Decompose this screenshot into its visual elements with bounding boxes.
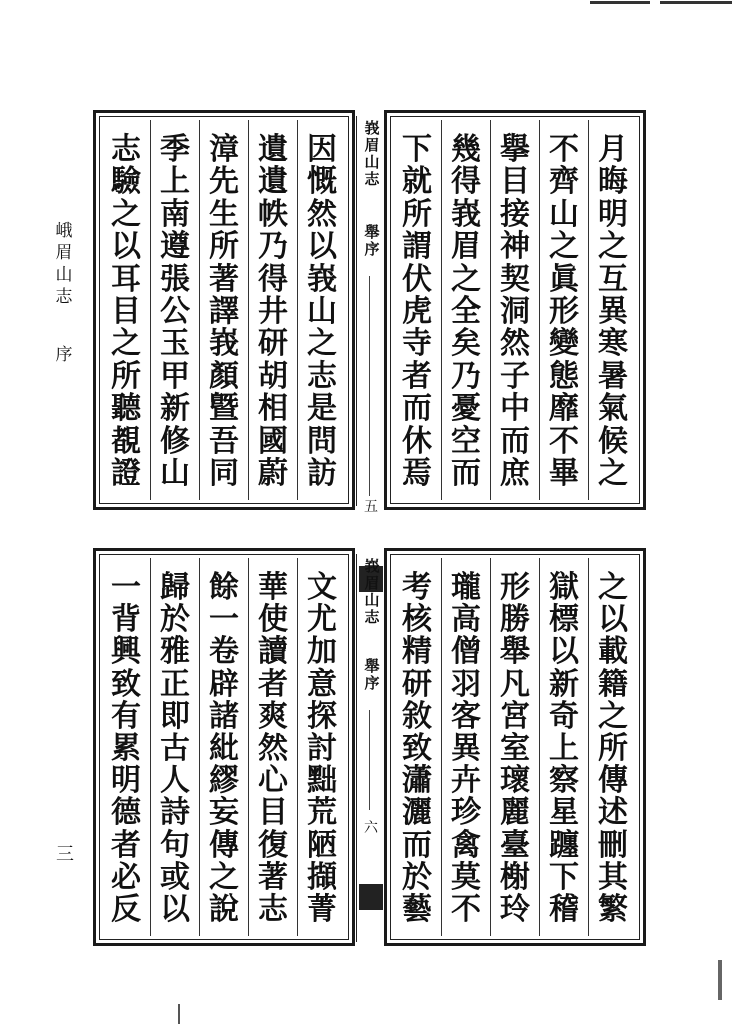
text-glyph: 慨 bbox=[307, 164, 337, 200]
text-glyph: 躔 bbox=[549, 827, 579, 863]
text-column bbox=[393, 120, 441, 500]
text-column bbox=[150, 120, 199, 500]
text-glyph: 高 bbox=[451, 602, 481, 638]
text-glyph: 氣 bbox=[598, 391, 628, 427]
text-glyph: 畢 bbox=[549, 455, 579, 491]
text-glyph: 新 bbox=[549, 666, 579, 702]
text-glyph: 虎 bbox=[402, 293, 432, 329]
text-glyph: 之 bbox=[598, 229, 628, 265]
text-glyph: 寺 bbox=[402, 326, 432, 362]
text-glyph: 修 bbox=[160, 423, 190, 459]
text-glyph: 華 bbox=[258, 570, 288, 605]
text-columns bbox=[393, 558, 637, 936]
heart-folio: 六 bbox=[364, 820, 378, 836]
text-glyph: 胡 bbox=[258, 358, 288, 394]
text-glyph: 玉 bbox=[160, 326, 190, 362]
text-glyph: 即 bbox=[160, 698, 190, 734]
text-glyph: 焉 bbox=[402, 455, 432, 491]
text-glyph: 訪 bbox=[307, 455, 337, 491]
text-glyph: 下 bbox=[402, 132, 432, 167]
text-glyph: 精 bbox=[402, 634, 432, 670]
text-glyph: 繆 bbox=[209, 763, 239, 799]
text-glyph: 然 bbox=[307, 196, 337, 232]
text-glyph: 遺 bbox=[258, 132, 288, 167]
text-glyph: 而 bbox=[500, 423, 530, 459]
heart-title-char: 峩 bbox=[364, 119, 380, 137]
text-glyph: 之 bbox=[307, 326, 337, 362]
text-glyph: 目 bbox=[111, 293, 141, 329]
heart-rule bbox=[369, 276, 370, 496]
text-glyph: 雅 bbox=[160, 634, 190, 670]
margin-title-char: 峨 bbox=[55, 221, 73, 241]
heart-title-char: 峩 bbox=[364, 557, 380, 575]
text-glyph: 幾 bbox=[451, 132, 481, 167]
text-glyph: 一 bbox=[111, 570, 141, 605]
text-glyph: 異 bbox=[451, 730, 481, 766]
text-glyph: 目 bbox=[258, 795, 288, 831]
text-column bbox=[199, 558, 248, 936]
text-glyph: 新 bbox=[160, 391, 190, 427]
text-glyph: 生 bbox=[209, 196, 239, 232]
text-glyph: 以 bbox=[549, 634, 579, 670]
margin-page-number: 三 bbox=[56, 844, 74, 865]
text-glyph: 歸 bbox=[160, 570, 190, 605]
text-glyph: 乃 bbox=[451, 358, 481, 394]
heart-rule bbox=[369, 710, 370, 810]
margin-section-char: 序 bbox=[55, 345, 73, 365]
text-column bbox=[441, 558, 490, 936]
text-glyph: 就 bbox=[402, 164, 432, 200]
heart-folio: 五 bbox=[364, 499, 378, 515]
text-glyph: 繁 bbox=[598, 891, 628, 927]
text-glyph: 候 bbox=[598, 423, 628, 459]
text-glyph: 之 bbox=[111, 196, 141, 232]
text-glyph: 漳 bbox=[209, 132, 239, 167]
text-glyph: 籍 bbox=[598, 666, 628, 702]
text-glyph: 考 bbox=[402, 570, 432, 605]
heart-title-char: 志 bbox=[364, 608, 380, 626]
text-glyph: 明 bbox=[111, 763, 141, 799]
text-glyph: 正 bbox=[160, 666, 190, 702]
text-glyph: 變 bbox=[549, 326, 579, 362]
text-glyph: 心 bbox=[258, 763, 288, 799]
text-glyph: 所 bbox=[111, 358, 141, 394]
text-glyph: 瓌 bbox=[500, 763, 530, 799]
text-glyph: 者 bbox=[258, 666, 288, 702]
text-glyph: 羽 bbox=[451, 666, 481, 702]
text-glyph: 相 bbox=[258, 391, 288, 427]
text-glyph: 妄 bbox=[209, 795, 239, 831]
text-column bbox=[297, 558, 346, 936]
text-glyph: 黜 bbox=[307, 763, 337, 799]
text-column bbox=[199, 120, 248, 500]
text-glyph: 反 bbox=[111, 891, 141, 927]
text-glyph: 辟 bbox=[209, 666, 239, 702]
text-glyph: 背 bbox=[111, 602, 141, 638]
text-glyph: 上 bbox=[549, 730, 579, 766]
text-glyph: 舉 bbox=[500, 634, 530, 670]
text-glyph: 菁 bbox=[307, 891, 337, 927]
text-glyph: 峩 bbox=[307, 261, 337, 297]
text-glyph: 擷 bbox=[307, 859, 337, 895]
text-column bbox=[539, 120, 588, 500]
text-glyph: 稽 bbox=[549, 891, 579, 927]
text-glyph: 敘 bbox=[402, 698, 432, 734]
text-glyph: 說 bbox=[209, 891, 239, 927]
text-glyph: 著 bbox=[209, 261, 239, 297]
text-glyph: 張 bbox=[160, 261, 190, 297]
text-glyph: 目 bbox=[500, 164, 530, 200]
text-glyph: 意 bbox=[307, 666, 337, 702]
text-glyph: 灑 bbox=[402, 795, 432, 831]
text-glyph: 而 bbox=[451, 455, 481, 491]
text-glyph: 形 bbox=[500, 570, 530, 605]
text-glyph: 之 bbox=[111, 326, 141, 362]
text-glyph: 諸 bbox=[209, 698, 239, 734]
text-glyph: 國 bbox=[258, 423, 288, 459]
margin-title-char: 眉 bbox=[55, 243, 73, 263]
text-glyph: 山 bbox=[549, 196, 579, 232]
heart-title-char: 志 bbox=[364, 170, 380, 188]
text-glyph: 異 bbox=[598, 293, 628, 329]
text-glyph: 譯 bbox=[209, 293, 239, 329]
text-glyph: 而 bbox=[402, 391, 432, 427]
text-glyph: 爽 bbox=[258, 698, 288, 734]
text-glyph: 靡 bbox=[549, 391, 579, 427]
text-column bbox=[102, 120, 150, 500]
text-glyph: 奇 bbox=[549, 698, 579, 734]
text-glyph: 伏 bbox=[402, 261, 432, 297]
text-glyph: 以 bbox=[307, 229, 337, 265]
text-glyph: 荒 bbox=[307, 795, 337, 831]
text-glyph: 興 bbox=[111, 634, 141, 670]
text-glyph: 互 bbox=[598, 261, 628, 297]
text-glyph: 致 bbox=[402, 730, 432, 766]
text-glyph: 帙 bbox=[258, 196, 288, 232]
text-glyph: 明 bbox=[598, 196, 628, 232]
text-glyph: 子 bbox=[500, 358, 530, 394]
text-glyph: 謂 bbox=[402, 229, 432, 265]
text-column bbox=[539, 558, 588, 936]
text-glyph: 研 bbox=[258, 326, 288, 362]
text-glyph: 所 bbox=[209, 229, 239, 265]
text-glyph: 晦 bbox=[598, 164, 628, 200]
text-glyph: 然 bbox=[258, 730, 288, 766]
text-column bbox=[297, 120, 346, 500]
text-glyph: 上 bbox=[160, 164, 190, 200]
text-glyph: 公 bbox=[160, 293, 190, 329]
text-glyph: 所 bbox=[598, 730, 628, 766]
text-glyph: 休 bbox=[402, 423, 432, 459]
text-glyph: 陋 bbox=[307, 827, 337, 863]
text-glyph: 蔚 bbox=[258, 455, 288, 491]
text-glyph: 眉 bbox=[451, 229, 481, 265]
text-glyph: 庶 bbox=[500, 455, 530, 491]
text-glyph: 有 bbox=[111, 698, 141, 734]
text-glyph: 使 bbox=[258, 602, 288, 638]
text-glyph: 莫 bbox=[451, 859, 481, 895]
text-glyph: 南 bbox=[160, 196, 190, 232]
heart-section-char: 序 bbox=[364, 240, 380, 258]
text-glyph: 星 bbox=[549, 795, 579, 831]
text-glyph: 紕 bbox=[209, 730, 239, 766]
text-glyph: 瀟 bbox=[402, 763, 432, 799]
text-glyph: 句 bbox=[160, 827, 190, 863]
text-glyph: 先 bbox=[209, 164, 239, 200]
text-glyph: 態 bbox=[549, 358, 579, 394]
heart-section-char: 序 bbox=[364, 674, 380, 692]
text-glyph: 之 bbox=[209, 859, 239, 895]
text-glyph: 研 bbox=[402, 666, 432, 702]
text-glyph: 擧 bbox=[500, 132, 530, 167]
text-glyph: 同 bbox=[209, 455, 239, 491]
text-glyph: 全 bbox=[451, 293, 481, 329]
text-glyph: 卷 bbox=[209, 634, 239, 670]
text-glyph: 因 bbox=[307, 132, 337, 167]
text-columns bbox=[102, 558, 346, 936]
text-glyph: 覩 bbox=[111, 423, 141, 459]
text-glyph: 藝 bbox=[402, 891, 432, 927]
text-glyph: 討 bbox=[307, 730, 337, 766]
text-glyph: 季 bbox=[160, 132, 190, 167]
heart-title-char: 山 bbox=[364, 591, 380, 609]
text-glyph: 得 bbox=[451, 164, 481, 200]
text-glyph: 一 bbox=[209, 602, 239, 638]
text-glyph: 復 bbox=[258, 827, 288, 863]
text-glyph: 井 bbox=[258, 293, 288, 329]
text-glyph: 不 bbox=[451, 891, 481, 927]
scan-mark bbox=[718, 960, 722, 1000]
text-glyph: 然 bbox=[500, 326, 530, 362]
text-glyph: 著 bbox=[258, 859, 288, 895]
text-glyph: 傳 bbox=[598, 763, 628, 799]
text-glyph: 或 bbox=[160, 859, 190, 895]
text-glyph: 人 bbox=[160, 763, 190, 799]
text-glyph: 致 bbox=[111, 666, 141, 702]
text-glyph: 顏 bbox=[209, 358, 239, 394]
text-glyph: 接 bbox=[500, 196, 530, 232]
text-glyph: 之 bbox=[598, 570, 628, 605]
text-glyph: 者 bbox=[402, 358, 432, 394]
text-glyph: 山 bbox=[307, 293, 337, 329]
text-glyph: 志 bbox=[258, 891, 288, 927]
text-glyph: 聽 bbox=[111, 391, 141, 427]
text-glyph: 乃 bbox=[258, 229, 288, 265]
text-glyph: 之 bbox=[549, 229, 579, 265]
text-glyph: 文 bbox=[307, 570, 337, 605]
text-glyph: 宮 bbox=[500, 698, 530, 734]
margin-title-char: 志 bbox=[55, 287, 73, 307]
text-glyph: 暑 bbox=[598, 358, 628, 394]
text-glyph: 餘 bbox=[209, 570, 239, 605]
text-glyph: 麗 bbox=[500, 795, 530, 831]
bottom-right-page bbox=[384, 548, 646, 946]
text-glyph: 峩 bbox=[451, 196, 481, 232]
heart-section-char: 舉 bbox=[364, 657, 380, 675]
top-right-page bbox=[384, 110, 646, 510]
text-column bbox=[441, 120, 490, 500]
scan-edge-artifact bbox=[0, 0, 732, 6]
text-glyph: 以 bbox=[160, 891, 190, 927]
text-glyph: 下 bbox=[549, 859, 579, 895]
text-glyph: 而 bbox=[402, 827, 432, 863]
text-glyph: 得 bbox=[258, 261, 288, 297]
text-glyph: 客 bbox=[451, 698, 481, 734]
text-glyph: 志 bbox=[111, 132, 141, 167]
text-glyph: 載 bbox=[598, 634, 628, 670]
text-glyph: 珍 bbox=[451, 795, 481, 831]
margin-book-title bbox=[52, 220, 76, 366]
text-glyph: 遵 bbox=[160, 229, 190, 265]
text-glyph: 形 bbox=[549, 293, 579, 329]
text-glyph: 者 bbox=[111, 827, 141, 863]
text-column bbox=[588, 120, 637, 500]
text-glyph: 卉 bbox=[451, 763, 481, 799]
fish-tail-mark bbox=[359, 884, 383, 910]
text-columns bbox=[102, 120, 346, 500]
text-glyph: 驗 bbox=[111, 164, 141, 200]
top-left-page bbox=[93, 110, 355, 510]
text-column bbox=[102, 558, 150, 936]
text-glyph: 遺 bbox=[258, 164, 288, 200]
text-glyph: 之 bbox=[598, 698, 628, 734]
text-glyph: 僧 bbox=[451, 634, 481, 670]
text-glyph: 勝 bbox=[500, 602, 530, 638]
heart-title-char: 眉 bbox=[364, 136, 380, 154]
text-column bbox=[248, 120, 297, 500]
text-glyph: 禽 bbox=[451, 827, 481, 863]
text-glyph: 峩 bbox=[209, 326, 239, 362]
text-glyph: 尤 bbox=[307, 602, 337, 638]
margin-title-char: 山 bbox=[55, 265, 73, 285]
text-glyph: 曁 bbox=[209, 391, 239, 427]
text-column bbox=[588, 558, 637, 936]
text-glyph: 問 bbox=[307, 423, 337, 459]
text-glyph: 獄 bbox=[549, 570, 579, 605]
text-glyph: 古 bbox=[160, 730, 190, 766]
text-glyph: 甲 bbox=[160, 358, 190, 394]
text-glyph: 察 bbox=[549, 763, 579, 799]
text-glyph: 是 bbox=[307, 391, 337, 427]
heart-section-char: 舉 bbox=[364, 223, 380, 241]
text-glyph: 德 bbox=[111, 795, 141, 831]
text-glyph: 臺 bbox=[500, 827, 530, 863]
scan-mark bbox=[178, 1004, 180, 1024]
text-glyph: 榭 bbox=[500, 859, 530, 895]
text-glyph: 述 bbox=[598, 795, 628, 831]
heart-title-char: 眉 bbox=[364, 574, 380, 592]
text-glyph: 不 bbox=[549, 132, 579, 167]
text-glyph: 洞 bbox=[500, 293, 530, 329]
text-glyph: 志 bbox=[307, 358, 337, 394]
text-glyph: 吾 bbox=[209, 423, 239, 459]
text-glyph: 之 bbox=[598, 455, 628, 491]
text-column bbox=[393, 558, 441, 936]
text-glyph: 耳 bbox=[111, 261, 141, 297]
text-glyph: 必 bbox=[111, 859, 141, 895]
text-glyph: 玲 bbox=[500, 891, 530, 927]
text-glyph: 標 bbox=[549, 602, 579, 638]
text-column bbox=[150, 558, 199, 936]
text-glyph: 之 bbox=[451, 261, 481, 297]
text-glyph: 憂 bbox=[451, 391, 481, 427]
text-glyph: 契 bbox=[500, 261, 530, 297]
text-glyph: 矣 bbox=[451, 326, 481, 362]
text-glyph: 核 bbox=[402, 602, 432, 638]
text-glyph: 寒 bbox=[598, 326, 628, 362]
text-column bbox=[490, 558, 539, 936]
text-glyph: 於 bbox=[160, 602, 190, 638]
bottom-left-page bbox=[93, 548, 355, 946]
text-glyph: 所 bbox=[402, 196, 432, 232]
text-glyph: 山 bbox=[160, 455, 190, 491]
text-glyph: 以 bbox=[111, 229, 141, 265]
text-glyph: 其 bbox=[598, 859, 628, 895]
text-glyph: 累 bbox=[111, 730, 141, 766]
text-column bbox=[248, 558, 297, 936]
text-glyph: 凡 bbox=[500, 666, 530, 702]
text-glyph: 讀 bbox=[258, 634, 288, 670]
text-glyph: 詩 bbox=[160, 795, 190, 831]
text-glyph: 齊 bbox=[549, 164, 579, 200]
text-glyph: 不 bbox=[549, 423, 579, 459]
text-columns bbox=[393, 120, 637, 500]
text-glyph: 空 bbox=[451, 423, 481, 459]
text-column bbox=[490, 120, 539, 500]
text-glyph: 瓏 bbox=[451, 570, 481, 605]
heart-title-char: 山 bbox=[364, 153, 380, 171]
text-glyph: 以 bbox=[598, 602, 628, 638]
text-glyph: 月 bbox=[598, 132, 628, 167]
text-glyph: 中 bbox=[500, 391, 530, 427]
text-glyph: 於 bbox=[402, 859, 432, 895]
text-glyph: 室 bbox=[500, 730, 530, 766]
text-glyph: 刪 bbox=[598, 827, 628, 863]
text-glyph: 傳 bbox=[209, 827, 239, 863]
text-glyph: 探 bbox=[307, 698, 337, 734]
text-glyph: 加 bbox=[307, 634, 337, 670]
text-glyph: 神 bbox=[500, 229, 530, 265]
text-glyph: 眞 bbox=[549, 261, 579, 297]
text-glyph: 證 bbox=[111, 455, 141, 491]
